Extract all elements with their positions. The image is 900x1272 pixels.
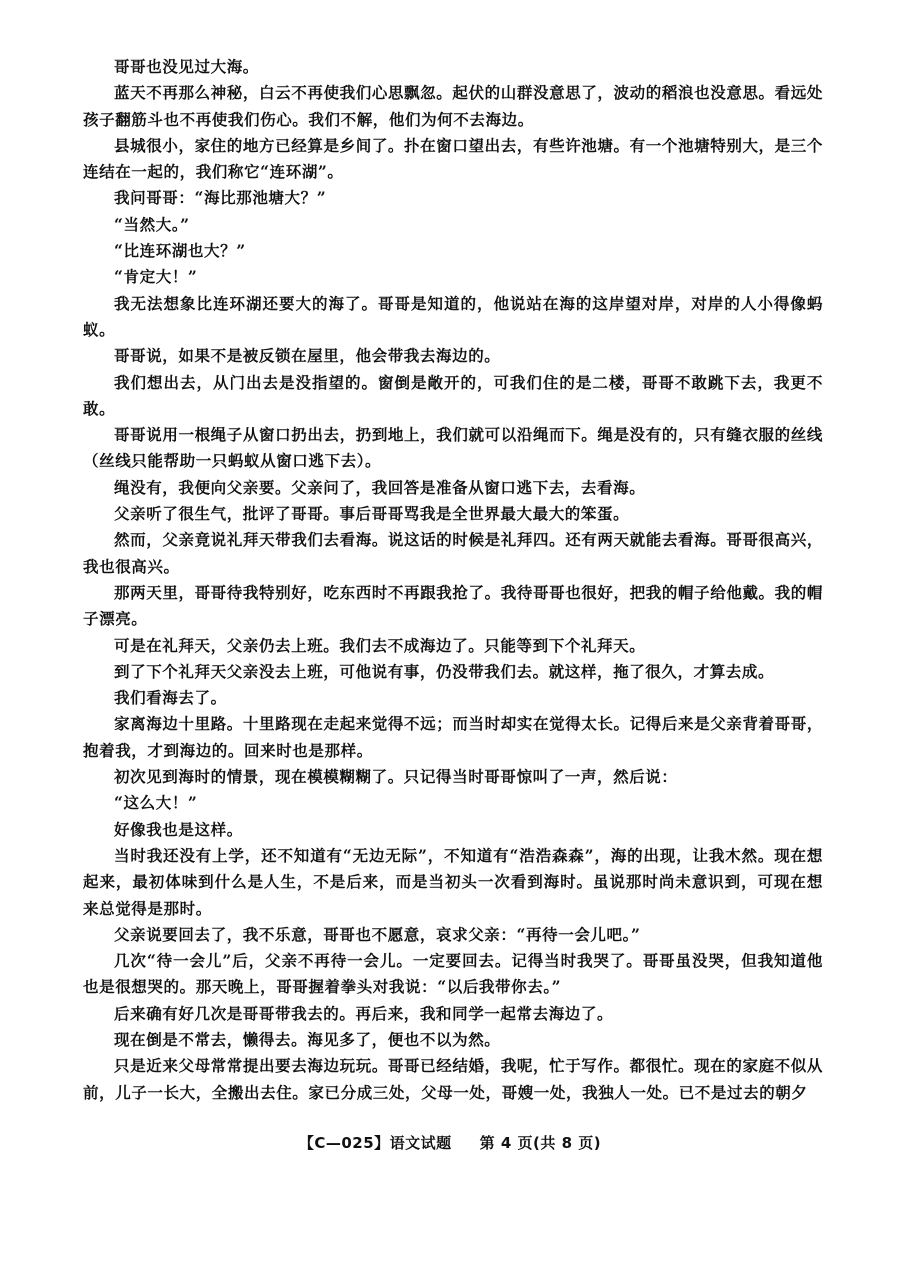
exam-code: 【C—025】语文试题 — [298, 1134, 452, 1152]
paragraph: “肯定大！” — [114, 267, 198, 287]
page-number: 第 4 页(共 8 页) — [479, 1134, 602, 1152]
paragraph: “这么大！” — [114, 793, 198, 813]
paragraph: “比连环湖也大？” — [114, 241, 246, 261]
paragraph: 初次见到海时的情景，现在模模糊糊了。只记得当时哥哥惊叫了一声，然后说： — [114, 767, 678, 787]
paragraph: 现在倒是不常去，懒得去。海见多了，便也不以为然。 — [114, 1029, 501, 1049]
paragraph: 哥哥说，如果不是被反锁在屋里，他会带我去海边的。 — [114, 346, 501, 366]
paragraph: 家离海边十里路。十里路现在走起来觉得不远；而当时却实在觉得太长。记得后来是父亲背着哥哥，抱着我，才到海边的。回来时也是那样。 — [83, 714, 823, 760]
paragraph: 哥哥也没见过大海。 — [114, 57, 259, 76]
paragraph: 然而，父亲竟说礼拜天带我们去看海。说这话的时候是礼拜四。还有两天就能去看海。哥哥很高兴，我也很高兴。 — [83, 530, 823, 576]
paragraph: 几次“待一会儿”后，父亲不再待一会儿。一定要回去。记得当时我哭了。哥哥虽没哭，但我知道他也是很想哭的。那天晚上，哥哥握着拳头对我说：“以后我带你去。” — [83, 951, 823, 997]
paragraph: 蓝天不再那么神秘，白云不再使我们心思飘忽。起伏的山群没意思了，波动的稻浪也没意思。看远处孩子翻筋斗也不再使我们伤心。我们不解，他们为何不去海边。 — [83, 83, 823, 129]
paragraph: 只是近来父母常常提出要去海边玩玩。哥哥已经结婚，我呢，忙于写作。都很忙。现在的家庭不似从前，儿子一长大，全搬出去住。家已分成三处，父母一处，哥嫂一处，我独人一处。已不是过去的朝夕 — [83, 1056, 823, 1102]
paragraph: “当然大。” — [114, 214, 190, 234]
paragraph: 那两天里，哥哥待我特别好，吃东西时不再跟我抢了。我待哥哥也很好，把我的帽子给他戴。我的帽子漂亮。 — [83, 582, 823, 629]
paragraph: 哥哥说用一根绳子从窗口扔出去，扔到地上，我们就可以沿绳而下。绳是没有的，只有缝衣服的丝线（丝线只能帮助一只蚂蚁从窗口逃下去）。 — [83, 425, 823, 471]
paragraph: 后来确有好几次是哥哥带我去的。再后来，我和同学一起常去海边了。 — [114, 1003, 614, 1023]
paragraph: 当时我还没有上学，还不知道有“无边无际”，不知道有“浩浩森森”，海的出现，让我木然。现在想起来，最初体味到什么是人生，不是后来，而是当初头一次看到海时。虽说那时尚未意识到，可现在想来总觉得是那时。 — [83, 845, 823, 918]
paragraph: 可是在礼拜天，父亲仍去上班。我们去不成海边了。只能等到下个礼拜天。 — [114, 635, 646, 655]
paragraph: 我们看海去了。 — [114, 688, 227, 708]
document-body — [83, 54, 823, 1106]
paragraph: 我们想出去，从门出去是没指望的。窗倒是敞开的，可我们住的是二楼，哥哥不敢跳下去，我更不敢。 — [83, 372, 823, 418]
paragraph: 我无法想象比连环湖还要大的海了。哥哥是知道的，他说站在海的这岸望对岸，对岸的人小得像蚂蚁。 — [83, 293, 823, 339]
paragraph: 到了下个礼拜天父亲没去上班，可他说有事，仍没带我们去。就这样，拖了很久，才算去成。 — [114, 661, 775, 681]
paragraph: 父亲听了很生气，批评了哥哥。事后哥哥骂我是全世界最大最大的笨蛋。 — [114, 504, 630, 524]
paragraph: 县城很小，家住的地方已经算是乡间了。扑在窗口望出去，有些许池塘。有一个池塘特别大，是三个连结在一起的，我们称它“连环湖”。 — [83, 135, 823, 182]
paragraph: 我问哥哥：“海比那池塘大？” — [114, 188, 327, 208]
paragraph: 绳没有，我便向父亲要。父亲问了，我回答是准备从窗口逃下去，去看海。 — [114, 477, 646, 497]
paragraph: 好像我也是这样。 — [114, 819, 243, 839]
paragraph: 父亲说要回去了，我不乐意，哥哥也不愿意，哀求父亲：“再待一会儿吧。” — [114, 924, 641, 944]
page-footer — [0, 1132, 900, 1153]
